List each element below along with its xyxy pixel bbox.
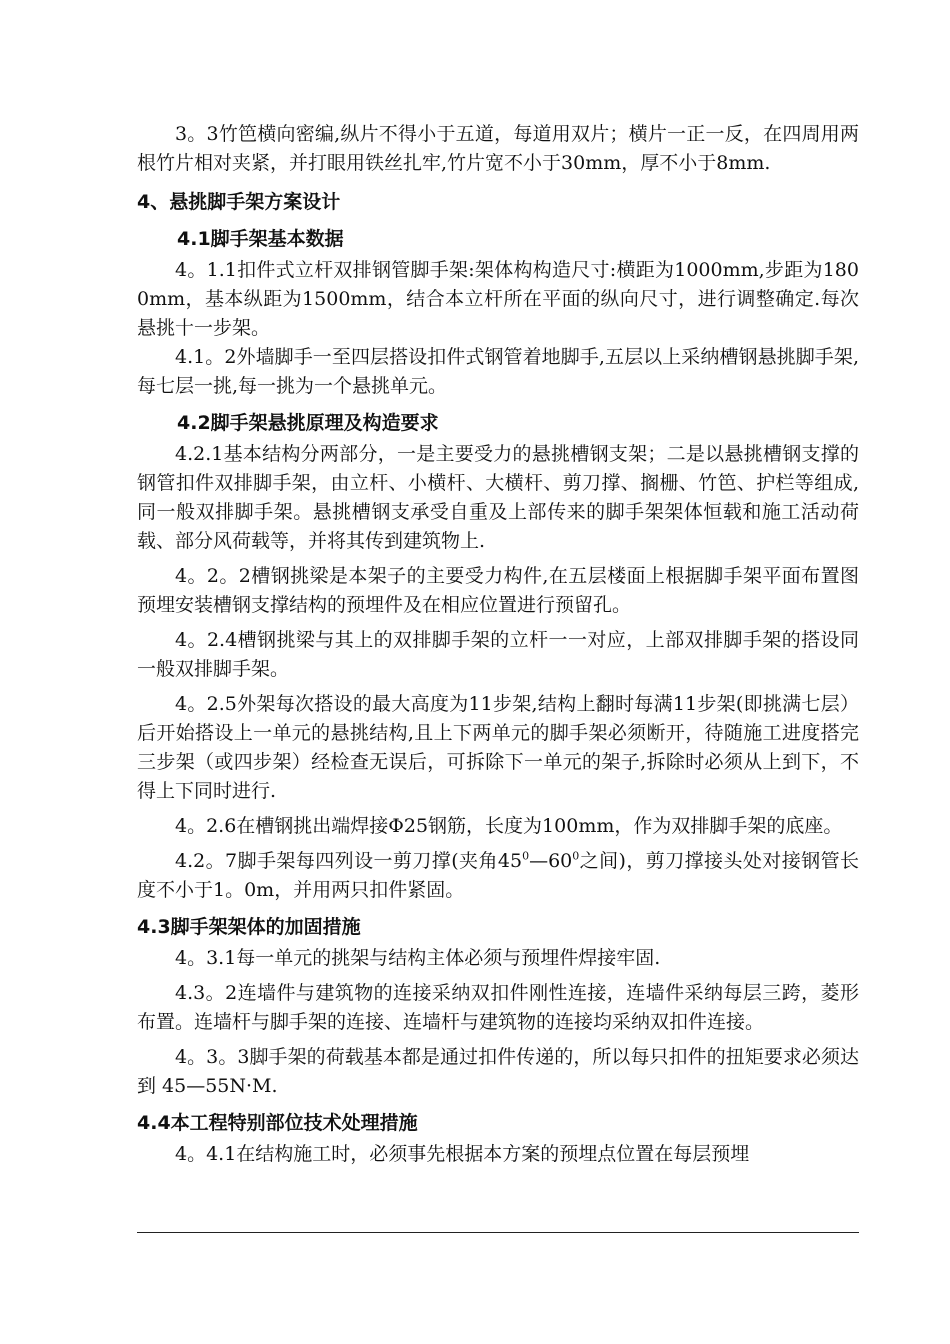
paragraph-4-3-1: 4。3.1每一单元的挑架与结构主体必须与预埋件焊接牢固. bbox=[175, 947, 661, 969]
section-heading-4: 4、悬挑脚手架方案设计 bbox=[137, 191, 341, 213]
paragraph-4-2-7-part-c: 之间)，剪刀撑接头处对接钢管长度不小于1。0m，并用两只扣件紧固。 bbox=[137, 850, 859, 901]
degree-superscript-1: 0 bbox=[522, 849, 530, 863]
paragraph-4-4-1: 4。4.1在结构施工时，必须事先根据本方案的预埋点位置在每层预埋 bbox=[175, 1143, 750, 1165]
section-heading-4-3: 4.3脚手架架体的加固措施 bbox=[137, 916, 361, 938]
paragraph-4-1-2: 4.1。2外墙脚手一至四层搭设扣件式钢管着地脚手,五层以上采纳槽钢悬挑脚手架,每七层一挑,每一挑为一个悬挑单元。 bbox=[137, 346, 859, 397]
paragraph-4-2-1: 4.2.1基本结构分两部分，一是主要受力的悬挑槽钢支架；二是以悬挑槽钢支撑的钢管扣件双排脚手架，由立杆、小横杆、大横杆、剪刀撑、搁栅、竹笆、护栏等组成,同一般双排脚手架。悬挑槽钢支承受自重及上部传来的脚手架架体恒载和施工活动荷载、部分风荷载等，并将其传到建筑物上. bbox=[137, 443, 859, 552]
paragraph-4-1-1: 4。1.1扣件式立杆双排钢管脚手架:架体构构造尺寸:横距为1000mm,步距为1800mm，基本纵距为1500mm，结合本立杆所在平面的纵向尺寸，进行调整确定.每次悬挑十一步架。 bbox=[137, 259, 859, 339]
paragraph-4-3-2: 4.3。2连墙件与建筑物的连接采纳双扣件刚性连接，连墙件采纳每层三跨，菱形布置。连墙杆与脚手架的连接、连墙杆与建筑物的连接均采纳双扣件连接。 bbox=[137, 982, 859, 1033]
paragraph-4-3-3: 4。3。3脚手架的荷载基本都是通过扣件传递的，所以每只扣件的扭矩要求必须达到 45—55N·M. bbox=[137, 1046, 859, 1097]
paragraph-3-3: 3。3竹笆横向密编,纵片不得小于五道，每道用双片；横片一正一反，在四周用两根竹片相对夹紧，并打眼用铁丝扎牢,竹片宽不小于30mm，厚不小于8mm. bbox=[137, 123, 859, 174]
degree-superscript-2: 0 bbox=[572, 849, 580, 863]
paragraph-4-2-5: 4。2.5外架每次搭设的最大高度为11步架,结构上翻时每满11步架(即挑满七层）后开始搭设上一单元的悬挑结构,且上下两单元的脚手架必须断开，待随施工进度搭完三步架（或四步架）经检查无误后，可拆除下一单元的架子,拆除时必须从上到下，不得上下同时进行. bbox=[137, 693, 859, 802]
paragraph-4-2-4: 4。2.4槽钢挑梁与其上的双排脚手架的立杆一一对应，上部双排脚手架的搭设同一般双排脚手架。 bbox=[137, 629, 859, 680]
section-heading-4-2: 4.2脚手架悬挑原理及构造要求 bbox=[177, 412, 439, 434]
paragraph-4-2-2: 4。2。2槽钢挑梁是本架子的主要受力构件,在五层楼面上根据脚手架平面布置图预埋安装槽钢支撑结构的预埋件及在相应位置进行预留孔。 bbox=[137, 565, 859, 616]
paragraph-4-2-6: 4。2.6在槽钢挑出端焊接Φ25钢筋，长度为100mm，作为双排脚手架的底座。 bbox=[175, 815, 843, 837]
paragraph-4-2-7-part-a: 4.2。7脚手架每四列设一剪刀撑(夹角45 bbox=[175, 850, 523, 872]
document-body bbox=[137, 120, 859, 1169]
paragraph-4-2-7 bbox=[137, 847, 859, 905]
section-heading-4-4: 4.4本工程特别部位技术处理措施 bbox=[137, 1112, 418, 1134]
paragraph-4-2-7-part-b: —60 bbox=[529, 850, 573, 872]
footer-divider bbox=[137, 1232, 859, 1233]
section-heading-4-1: 4.1脚手架基本数据 bbox=[177, 228, 344, 250]
